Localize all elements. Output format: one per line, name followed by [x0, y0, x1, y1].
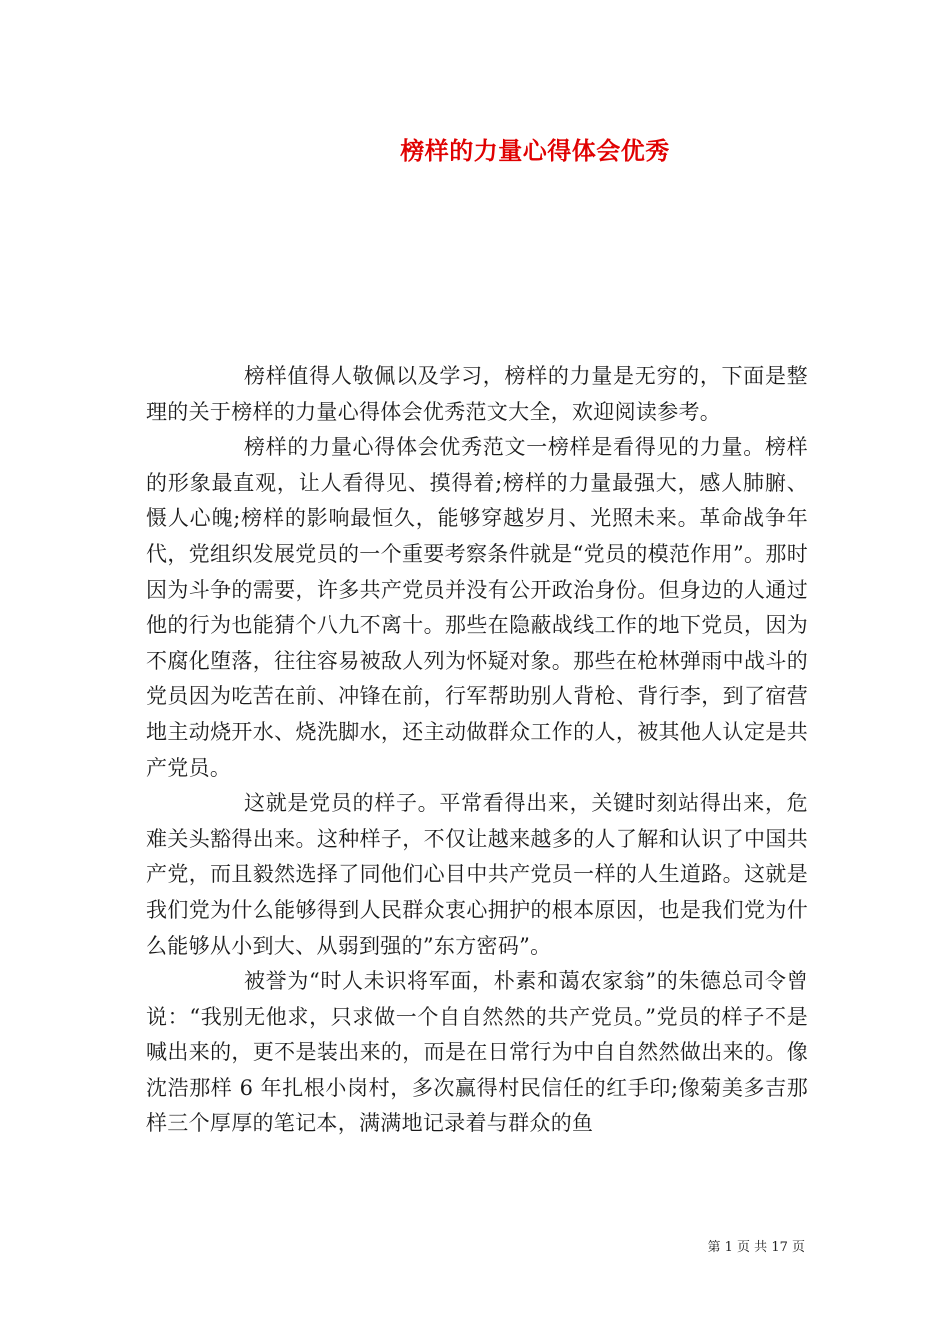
page-number-footer: 第 1 页 共 17 页 — [707, 1240, 805, 1255]
paragraph-4: 被誉为“时人未识将军面，朴素和蔼农家翁”的朱德总司令曾说：“我别无他求，只求做一个自自然然的共产党员。”党员的样子不是喊出来的，更不是装出来的，而是在日常行为中自自然然做出来的。像沈浩那样 6 年扎根小岗村，多次赢得村民信任的红手印;像菊美多吉那样三个厚厚的笔记本，满满地记录着与群众的鱼 — [146, 969, 808, 1136]
paragraph-3: 这就是党员的样子。平常看得出来，关键时刻站得出来，危难关头豁得出来。这种样子，不仅让越来越多的人了解和认识了中国共产党，而且毅然选择了同他们心目中共产党员一样的人生道路。这就是我们党为什么能够得到人民群众衷心拥护的根本原因，也是我们党为什么能够从小到大、从弱到强的”东方密码”。 — [146, 791, 808, 958]
paragraph-1: 榜样值得人敬佩以及学习，榜样的力量是无穷的，下面是整理的关于榜样的力量心得体会优秀范文大全，欢迎阅读参考。 — [146, 364, 808, 424]
document-title: 榜样的力量心得体会优秀 — [400, 137, 670, 165]
document-body — [146, 359, 808, 1142]
paragraph-2: 榜样的力量心得体会优秀范文一榜样是看得见的力量。榜样的形象最直观，让人看得见、摸得着;榜样的力量最强大，感人肺腑、慑人心魄;榜样的影响最恒久，能够穿越岁月、光照未来。革命战争年代，党组织发展党员的一个重要考察条件就是“党员的模范作用”。那时因为斗争的需要，许多共产党员并没有公开政治身份。但身边的人通过他的行为也能猜个八九不离十。那些在隐蔽战线工作的地下党员，因为不腐化堕落，往往容易被敌人列为怀疑对象。那些在枪林弹雨中战斗的党员因为吃苦在前、冲锋在前，行军帮助别人背枪、背行李，到了宿营地主动烧开水、烧洗脚水，还主动做群众工作的人，被其他人认定是共产党员。 — [146, 435, 808, 780]
